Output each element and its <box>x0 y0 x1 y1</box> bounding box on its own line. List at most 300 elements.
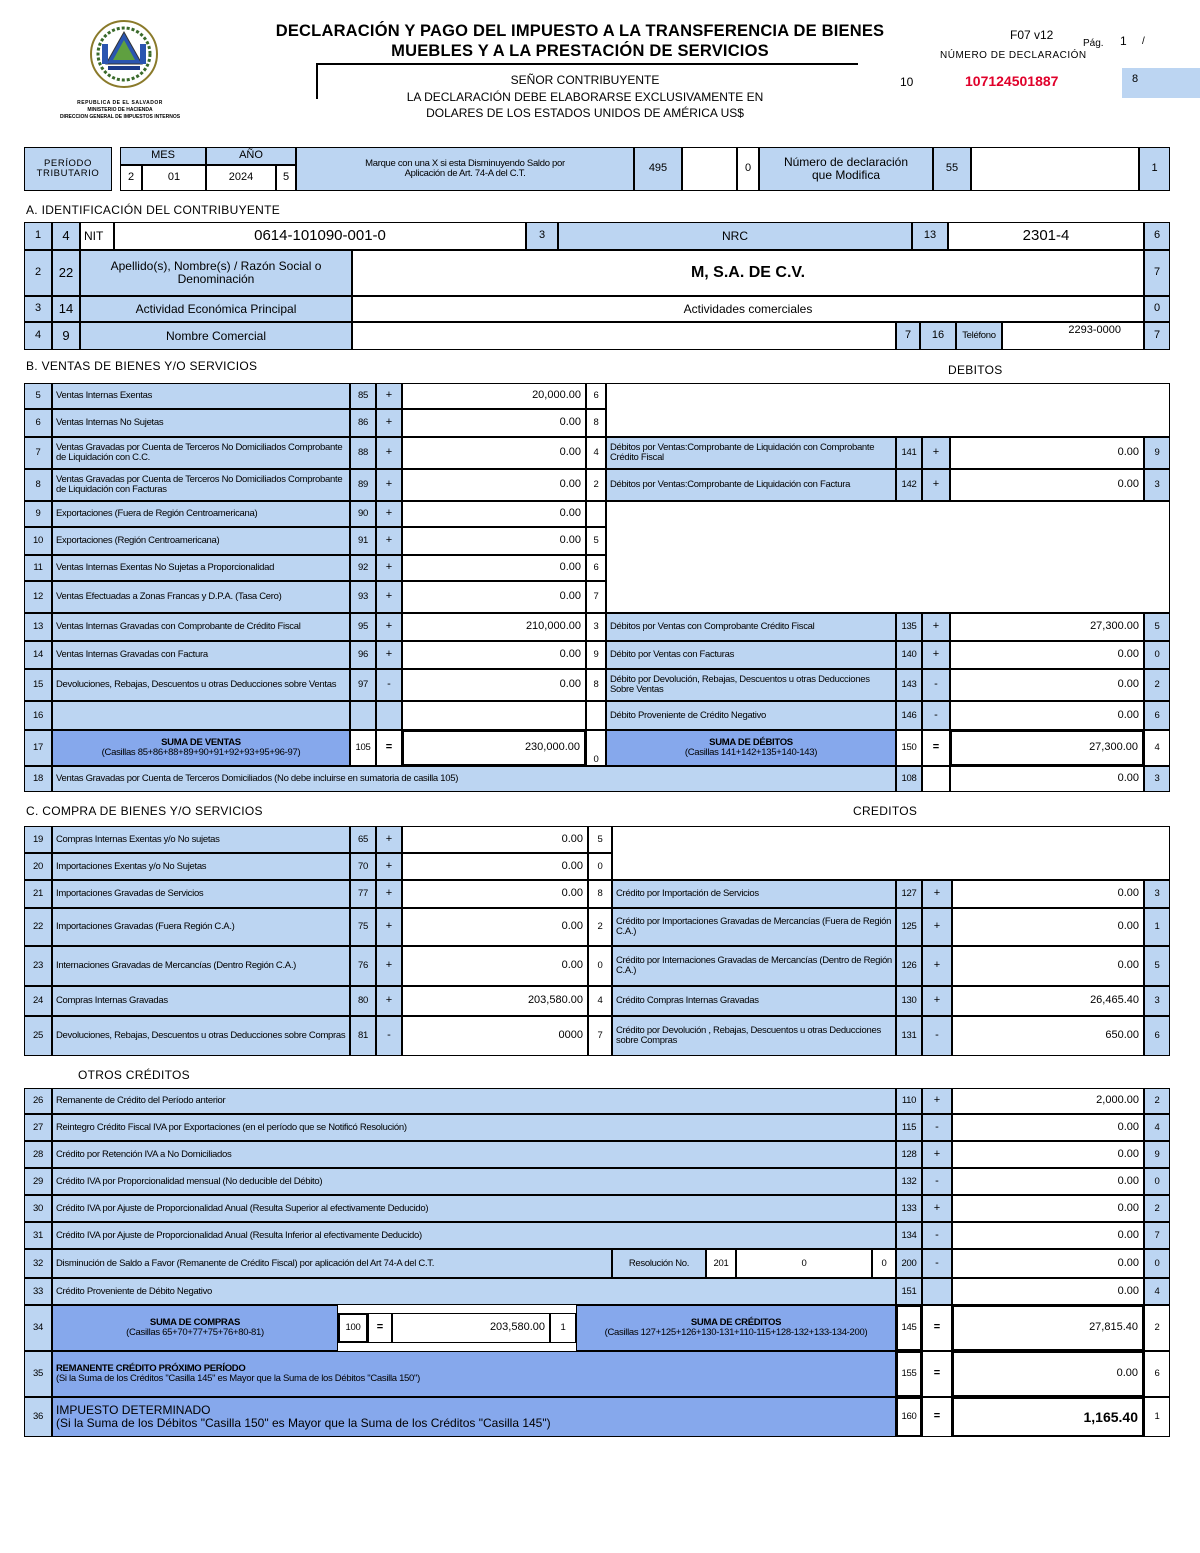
purchases-total-formula: (Casillas 65+70+77+75+76+80-81) <box>126 1327 264 1338</box>
purchase-row-label: Importaciones Gravadas de Servicios <box>52 880 350 908</box>
form-title-line2: MUEBLES Y A LA PRESTACIÓN DE SERVICIOS <box>391 42 769 60</box>
check-digit: 0 <box>586 730 606 766</box>
row-number: 17 <box>24 730 52 766</box>
casilla-code: 115 <box>896 1114 922 1141</box>
sales-total-formula: (Casillas 85+86+88+89+90+91+92+93+95+96-97) <box>101 747 301 758</box>
other-credit-label: Crédito IVA por Ajuste de Proporcionalidad Anual (Resulta Inferior al efectivamente Deducido) <box>52 1222 896 1249</box>
sales-amount[interactable]: 0.00 <box>402 469 586 501</box>
credits-total-formula: (Casillas 127+125+126+130-131+110-115+128-132+133-134-200) <box>604 1327 868 1338</box>
check-digit: 6 <box>1144 1016 1170 1056</box>
check-digit: 8 <box>586 669 606 701</box>
operator-sign: + <box>922 880 952 908</box>
title-rule-vertical <box>316 63 318 99</box>
other-credit-amount[interactable]: 0.00 <box>952 1114 1144 1141</box>
credit-amount[interactable]: 0.00 <box>952 908 1144 946</box>
credit-amount[interactable]: 26,465.40 <box>952 986 1144 1016</box>
operator-sign: + <box>922 1141 952 1168</box>
casilla-code: 134 <box>896 1222 922 1249</box>
check-digit: 4 <box>588 986 612 1016</box>
operator-sign: - <box>376 1016 402 1056</box>
section-a-title: A. IDENTIFICACIÓN DEL CONTRIBUYENTE <box>26 203 281 217</box>
check-digit: 8 <box>588 880 612 908</box>
modifies-declaration-label: Número de declaración que Modifica <box>759 147 933 191</box>
row-number: 5 <box>24 383 52 409</box>
row-number: 14 <box>24 641 52 669</box>
phone-value[interactable]: 2293-0000 <box>1002 322 1144 350</box>
casilla-code: 92 <box>350 555 376 581</box>
check-digit: 7 <box>1144 1222 1170 1249</box>
casilla-code: 91 <box>350 527 376 555</box>
row-4-number: 4 <box>24 322 52 350</box>
operator-sign: - <box>922 1168 952 1195</box>
operator-sign: - <box>922 669 950 701</box>
row-number: 18 <box>24 766 52 792</box>
purchase-row-label: Importaciones Gravadas (Fuera Región C.A.) <box>52 908 350 946</box>
casilla-code: 132 <box>896 1168 922 1195</box>
other-credit-label: Crédito Proveniente de Débito Negativo <box>52 1278 896 1305</box>
operator-sign: - <box>922 701 950 730</box>
row-number: 20 <box>24 853 52 880</box>
purchase-amount[interactable]: 0000 <box>402 1016 588 1056</box>
other-credit-label: Remanente de Crédito del Período anterior <box>52 1088 896 1114</box>
blank-cell <box>922 766 950 792</box>
check-digit: 6 <box>586 555 606 581</box>
credit-amount[interactable]: 0.00 <box>952 880 1144 908</box>
debits-total-label <box>606 730 896 766</box>
row-number: 8 <box>24 469 52 501</box>
debit-amount[interactable]: 0.00 <box>950 469 1144 501</box>
casilla-code: 151 <box>896 1278 922 1305</box>
nrc-label: NRC <box>558 222 912 250</box>
notice-line3: DOLARES DE LOS ESTADOS UNIDOS DE AMÉRICA US$ <box>426 106 744 120</box>
sales-row-label: Ventas Gravadas por Cuenta de Terceros No Domiciliados Comprobante de Liquidación con Facturas <box>52 469 350 501</box>
casilla-code: 155 <box>896 1351 922 1397</box>
sales-row-label: Ventas Efectuadas a Zonas Francas y D.P.A. (Tasa Cero) <box>52 581 350 613</box>
debits-empty-area <box>606 383 1170 437</box>
nit-label: NIT <box>80 222 114 250</box>
debit-row-label: Débitos por Ventas con Comprobante Crédito Fiscal <box>606 613 896 641</box>
title-rule <box>318 63 858 65</box>
check-digit: 1 <box>1144 1397 1170 1437</box>
sales-total-title: SUMA DE VENTAS <box>161 737 241 749</box>
purchase-amount[interactable]: 0.00 <box>402 853 588 880</box>
purchase-amount[interactable]: 0.00 <box>402 946 588 986</box>
notice-line1: SEÑOR CONTRIBUYENTE <box>510 73 660 87</box>
name-code: 22 <box>52 250 80 296</box>
check-digit: 3 <box>1144 469 1170 501</box>
casilla-code: 110 <box>896 1088 922 1114</box>
operator-sign: + <box>376 908 402 946</box>
casilla-55: 55 <box>933 147 971 191</box>
purchase-row-label: Compras Internas Gravadas <box>52 986 350 1016</box>
debits-total-amount[interactable]: 27,300.00 <box>950 730 1144 766</box>
row-number: 9 <box>24 501 52 527</box>
credit-row-label: Crédito por Internaciones Gravadas de Mercancías (Dentro de Región C.A.) <box>612 946 896 986</box>
operator-sign: + <box>922 1088 952 1114</box>
third-party-sales-label: Ventas Gravadas por Cuenta de Terceros Domiciliados (No debe incluirse en sumatoria de casilla 105) <box>52 766 896 792</box>
row-number: 25 <box>24 1016 52 1056</box>
name-value[interactable]: M, S.A. DE C.V. <box>352 250 1144 296</box>
remanente-condition: (Si la Suma de los Créditos "Casilla 145" es Mayor que la Suma de los Débitos "Casilla 150") <box>56 1373 420 1384</box>
casilla-code: 142 <box>896 469 922 501</box>
casilla-code: 131 <box>896 1016 922 1056</box>
other-credit-amount[interactable]: 0.00 <box>952 1278 1144 1305</box>
row-3-number: 3 <box>24 296 52 322</box>
activity-value[interactable]: Actividades comerciales <box>352 296 1144 322</box>
operator-sign: + <box>376 853 402 880</box>
check-digit: 5 <box>1144 946 1170 986</box>
casilla-code: 88 <box>350 437 376 469</box>
declaration-casilla: 10 <box>900 75 914 89</box>
row-number: 21 <box>24 880 52 908</box>
operator-sign: + <box>376 986 402 1016</box>
casilla-code: 105 <box>350 730 376 766</box>
row-number: 10 <box>24 527 52 555</box>
check-digit: 0 <box>588 946 612 986</box>
nit-value[interactable]: 0614-101090-001-0 <box>114 222 526 250</box>
casilla-code: 97 <box>350 669 376 701</box>
sales-amount[interactable]: 0.00 <box>402 581 586 613</box>
casilla-code: 76 <box>350 946 376 986</box>
check-digit: 1 <box>550 1313 576 1343</box>
casilla-code: 85 <box>350 383 376 409</box>
row-number: 11 <box>24 555 52 581</box>
debit-row-label: Débito por Ventas con Facturas <box>606 641 896 669</box>
row-number: 16 <box>24 701 52 730</box>
dismin-instruction: Marque con una X si esta Disminuyendo Saldo por Aplicación de Art. 74-A del C.T. <box>296 147 634 191</box>
operator-sign: + <box>376 946 402 986</box>
other-credit-label: Crédito IVA por Proporcionalidad mensual (No deducible del Débito) <box>52 1168 896 1195</box>
check-digit: 1 <box>1144 908 1170 946</box>
row-number: 32 <box>24 1249 52 1278</box>
sales-total-label <box>52 730 350 766</box>
check-digit: 6 <box>586 383 606 409</box>
check-digit: 2 <box>1144 669 1170 701</box>
debit-row-label: Débito Proveniente de Crédito Negativo <box>606 701 896 730</box>
credit-amount[interactable]: 650.00 <box>952 1016 1144 1056</box>
check-digit: 3 <box>1144 986 1170 1016</box>
other-credit-amount[interactable]: 0.00 <box>952 1168 1144 1195</box>
activity-label: Actividad Económica Principal <box>80 296 352 322</box>
sales-amount[interactable]: 0.00 <box>402 555 586 581</box>
casilla-code: 145 <box>896 1305 922 1351</box>
casilla-code: 141 <box>896 437 922 469</box>
page-separator: / <box>1142 36 1145 47</box>
nrc-value[interactable]: 2301-4 <box>948 222 1144 250</box>
nit-code: 4 <box>52 222 80 250</box>
operator-sign: = <box>922 1351 952 1397</box>
debit-row-label: Débitos por Ventas:Comprobante de Liquidación con Comprobante Crédito Fiscal <box>606 437 896 469</box>
casilla-code: 70 <box>350 853 376 880</box>
year-value[interactable]: 2024 <box>206 165 276 191</box>
operator-sign: + <box>376 880 402 908</box>
debits-total-formula: (Casillas 141+142+135+140-143) <box>684 747 818 758</box>
check-digit: 9 <box>1144 437 1170 469</box>
tax-determined-condition: (Si la Suma de los Débitos "Casilla 150" es Mayor que la Suma de los Créditos "Casilla 145") <box>56 1416 551 1430</box>
debits-title: DEBITOS <box>948 363 1003 377</box>
tradename-code: 9 <box>52 322 80 350</box>
sales-row-label: Ventas Internas No Sujetas <box>52 409 350 437</box>
check-digit: 7 <box>586 581 606 613</box>
year-label: AÑO <box>206 147 296 165</box>
check-digit: 5 <box>1144 613 1170 641</box>
phone-code: 16 <box>920 322 956 350</box>
row-number: 29 <box>24 1168 52 1195</box>
operator-sign: + <box>376 826 402 853</box>
sales-row-label: Ventas Internas Exentas No Sujetas a Proporcionalidad <box>52 555 350 581</box>
check-digit: 2 <box>588 908 612 946</box>
operator-sign: + <box>922 437 950 469</box>
debit-amount[interactable]: 0.00 <box>950 701 1144 730</box>
check-digit: 2 <box>1144 1305 1170 1351</box>
casilla-code: 93 <box>350 581 376 613</box>
casilla-code: 130 <box>896 986 922 1016</box>
row-number: 27 <box>24 1114 52 1141</box>
casilla-code: 160 <box>896 1397 922 1437</box>
resolution-number[interactable]: 0 <box>736 1249 872 1278</box>
direction-label: DIRECCION GENERAL DE IMPUESTOS INTERNOS <box>59 114 181 120</box>
row-number: 26 <box>24 1088 52 1114</box>
casilla-code: 125 <box>896 908 922 946</box>
notice-line2: LA DECLARACIÓN DEBE ELABORARSE EXCLUSIVAMENTE EN <box>406 90 764 104</box>
operator-sign: + <box>376 409 402 437</box>
modifies-declaration-input[interactable] <box>971 147 1139 191</box>
row-number: 15 <box>24 669 52 701</box>
sales-row-label: Ventas Internas Exentas <box>52 383 350 409</box>
purchases-total-title: SUMA DE COMPRAS <box>149 1317 241 1329</box>
operator-sign: + <box>376 641 402 669</box>
operator-sign: - <box>922 1016 952 1056</box>
tradename-label: Nombre Comercial <box>80 322 352 350</box>
other-credit-amount[interactable]: 0.00 <box>952 1222 1144 1249</box>
casilla-code: 90 <box>350 501 376 527</box>
casilla-495: 495 <box>634 147 682 191</box>
sales-row-label: Devoluciones, Rebajas, Descuentos u otras Deducciones sobre Ventas <box>52 669 350 701</box>
row-1-number: 1 <box>24 222 52 250</box>
phone-label: Teléfono <box>956 322 1002 350</box>
casilla-code: 65 <box>350 826 376 853</box>
casilla-code: 108 <box>896 766 922 792</box>
purchase-amount[interactable]: 0.00 <box>402 908 588 946</box>
casilla-code <box>350 701 376 730</box>
casilla-495-input[interactable] <box>682 147 737 191</box>
form-code: F07 v12 <box>1010 28 1054 42</box>
check-digit: 2 <box>1144 1088 1170 1114</box>
declaration-number: 107124501887 <box>965 73 1059 89</box>
casilla-code: 80 <box>350 986 376 1016</box>
operator-sign: + <box>376 469 402 501</box>
nrc-code: 13 <box>912 222 948 250</box>
row-number: 36 <box>24 1397 52 1437</box>
debit-amount[interactable]: 0.00 <box>950 641 1144 669</box>
purchase-amount[interactable]: 203,580.00 <box>402 986 588 1016</box>
name-label: Apellido(s), Nombre(s) / Razón Social o Denominación <box>80 250 352 296</box>
casilla-code: 140 <box>896 641 922 669</box>
check-digit <box>586 701 606 730</box>
operator-sign: + <box>376 383 402 409</box>
credit-row-label: Crédito Compras Internas Gravadas <box>612 986 896 1016</box>
purchases-total-label <box>52 1305 338 1351</box>
tradename-check: 7 <box>896 322 920 350</box>
operator-sign: + <box>376 501 402 527</box>
tradename-value[interactable] <box>352 322 896 350</box>
row-number: 22 <box>24 908 52 946</box>
debit-amount[interactable]: 0.00 <box>950 437 1144 469</box>
operator-sign: + <box>922 946 952 986</box>
period-label: PERÍODO TRIBUTARIO <box>24 147 112 191</box>
debit-amount[interactable]: 0.00 <box>950 669 1144 701</box>
check-digit: 4 <box>1144 1114 1170 1141</box>
check-digit: 4 <box>1144 1278 1170 1305</box>
operator-sign: + <box>922 986 952 1016</box>
coat-of-arms-icon <box>88 18 160 93</box>
sales-amount[interactable] <box>402 701 586 730</box>
debits-total-title: SUMA DE DÉBITOS <box>709 737 793 749</box>
check-digit: 3 <box>586 613 606 641</box>
declaration-check-digit: 8 <box>1122 68 1200 98</box>
operator-sign: - <box>922 1222 952 1249</box>
purchase-row-label: Importaciones Exentas y/o No Sujetas <box>52 853 350 880</box>
check-digit: 7 <box>588 1016 612 1056</box>
casilla-code: 100 <box>338 1313 368 1343</box>
tax-determined-amount[interactable]: 1,165.40 <box>952 1397 1144 1437</box>
operator-sign: = <box>922 1397 952 1437</box>
credits-total-amount[interactable]: 27,815.40 <box>952 1305 1144 1351</box>
sales-row-label: Ventas Internas Gravadas con Comprobante de Crédito Fiscal <box>52 613 350 641</box>
other-credit-amount[interactable]: 2,000.00 <box>952 1088 1144 1114</box>
other-credit-label: Crédito por Retención IVA a No Domiciliados <box>52 1141 896 1168</box>
check-digit: 6 <box>1144 1351 1170 1397</box>
row-number: 12 <box>24 581 52 613</box>
purchase-amount[interactable]: 0.00 <box>402 880 588 908</box>
check-digit: 4 <box>586 437 606 469</box>
year-check: 5 <box>276 165 296 191</box>
casilla-code: 133 <box>896 1195 922 1222</box>
operator-sign: + <box>376 581 402 613</box>
section-b-title: B. VENTAS DE BIENES Y/O SERVICIOS <box>26 359 258 373</box>
purchase-amount[interactable]: 0.00 <box>402 826 588 853</box>
remanente-label <box>52 1351 896 1397</box>
sales-amount[interactable]: 0.00 <box>402 501 586 527</box>
sales-total-amount[interactable]: 230,000.00 <box>402 730 586 766</box>
declaration-number-label: NÚMERO DE DECLARACIÓN <box>940 50 1087 61</box>
third-party-sales-amount[interactable]: 0.00 <box>950 766 1144 792</box>
row-number: 33 <box>24 1278 52 1305</box>
operator-sign: - <box>922 1114 952 1141</box>
sales-row-label: Exportaciones (Región Centroamericana) <box>52 527 350 555</box>
operator-sign: - <box>922 1249 952 1278</box>
operator-sign: + <box>376 437 402 469</box>
resolution-check: 0 <box>872 1249 896 1278</box>
resolution-year[interactable]: 201 <box>706 1249 736 1278</box>
check-digit: 0 <box>1144 641 1170 669</box>
row-number: 23 <box>24 946 52 986</box>
sales-row-label: Ventas Gravadas por Cuenta de Terceros No Domiciliados Comprobante de Liquidación con C.C. <box>52 437 350 469</box>
nrc-check: 6 <box>1144 222 1170 250</box>
purchase-row-label: Devoluciones, Rebajas, Descuentos u otras Deducciones sobre Compras <box>52 1016 350 1056</box>
operator-sign <box>922 1278 952 1305</box>
other-credit-amount[interactable]: 0.00 <box>952 1195 1144 1222</box>
operator-sign: - <box>376 669 402 701</box>
phone-check: 7 <box>1144 322 1170 350</box>
other-credit-amount[interactable]: 0.00 <box>952 1141 1144 1168</box>
operator-sign <box>376 701 402 730</box>
activity-check: 0 <box>1144 296 1170 322</box>
nit-check: 3 <box>526 222 558 250</box>
other-credit-label: Reintegro Crédito Fiscal IVA por Exportaciones (en el período que se Notificó Resolución) <box>52 1114 896 1141</box>
purchase-row-label: Internaciones Gravadas de Mercancías (Dentro Región C.A.) <box>52 946 350 986</box>
credits-total-title: SUMA DE CRÉDITOS <box>690 1317 782 1329</box>
credit-row-label: Crédito por Importación de Servicios <box>612 880 896 908</box>
sales-amount[interactable]: 0.00 <box>402 409 586 437</box>
other-credit-amount[interactable]: 0.00 <box>952 1249 1144 1278</box>
sales-row-label: Exportaciones (Fuera de Región Centroamericana) <box>52 501 350 527</box>
operator-sign: = <box>376 730 402 766</box>
check-digit: 4 <box>1144 730 1170 766</box>
sales-amount[interactable]: 0.00 <box>402 527 586 555</box>
row-2-number: 2 <box>24 250 52 296</box>
casilla-code: 96 <box>350 641 376 669</box>
remanente-amount[interactable]: 0.00 <box>952 1351 1144 1397</box>
credits-title: CREDITOS <box>853 804 918 818</box>
sales-amount[interactable]: 20,000.00 <box>402 383 586 409</box>
operator-sign: + <box>376 555 402 581</box>
sales-amount[interactable]: 0.00 <box>402 669 586 701</box>
row-number: 7 <box>24 437 52 469</box>
purchases-total-amount[interactable]: 203,580.00 <box>392 1313 550 1343</box>
ministry-label: MINISTERIO DE HACIENDA <box>87 107 153 113</box>
casilla-code: 135 <box>896 613 922 641</box>
casilla-code: 150 <box>896 730 922 766</box>
credit-row-label: Crédito por Devolución , Rebajas, Descuentos u otras Deducciones sobre Compras <box>612 1016 896 1056</box>
row-number: 28 <box>24 1141 52 1168</box>
row-number: 31 <box>24 1222 52 1249</box>
credits-total-label <box>576 1305 896 1351</box>
operator-sign: + <box>922 908 952 946</box>
casilla-code: 200 <box>896 1249 922 1278</box>
check-digit <box>586 501 606 527</box>
sales-row-label <box>52 701 350 730</box>
check-digit: 5 <box>588 826 612 853</box>
casilla-code: 89 <box>350 469 376 501</box>
check-digit: 0 <box>1144 1249 1170 1278</box>
operator-sign: + <box>922 613 950 641</box>
casilla-55-check: 1 <box>1139 147 1170 191</box>
row-number: 6 <box>24 409 52 437</box>
operator-sign: + <box>376 613 402 641</box>
row-number: 30 <box>24 1195 52 1222</box>
month-value[interactable]: 01 <box>142 165 206 191</box>
sales-amount[interactable]: 210,000.00 <box>402 613 586 641</box>
credit-row-label: Crédito por Importaciones Gravadas de Mercancías (Fuera de Región C.A.) <box>612 908 896 946</box>
casilla-code: 143 <box>896 669 922 701</box>
casilla-code: 146 <box>896 701 922 730</box>
other-credit-label: Crédito IVA por Ajuste de Proporcionalidad Anual (Resulta Superior al efectivamente Deducido) <box>52 1195 896 1222</box>
debit-amount[interactable]: 27,300.00 <box>950 613 1144 641</box>
sales-amount[interactable]: 0.00 <box>402 437 586 469</box>
form-title-line1: DECLARACIÓN Y PAGO DEL IMPUESTO A LA TRANSFERENCIA DE BIENES <box>275 22 885 40</box>
check-digit: 0 <box>588 853 612 880</box>
republic-label: REPUBLICA DE EL SALVADOR <box>77 100 163 106</box>
casilla-code: 86 <box>350 409 376 437</box>
page-number: 1 <box>1120 34 1127 48</box>
month-code: 2 <box>120 165 142 191</box>
credits-empty-area <box>612 826 1170 880</box>
operator-sign: + <box>922 469 950 501</box>
debit-row-label: Débitos por Ventas:Comprobante de Liquidación con Factura <box>606 469 896 501</box>
credit-amount[interactable]: 0.00 <box>952 946 1144 986</box>
sales-amount[interactable]: 0.00 <box>402 641 586 669</box>
